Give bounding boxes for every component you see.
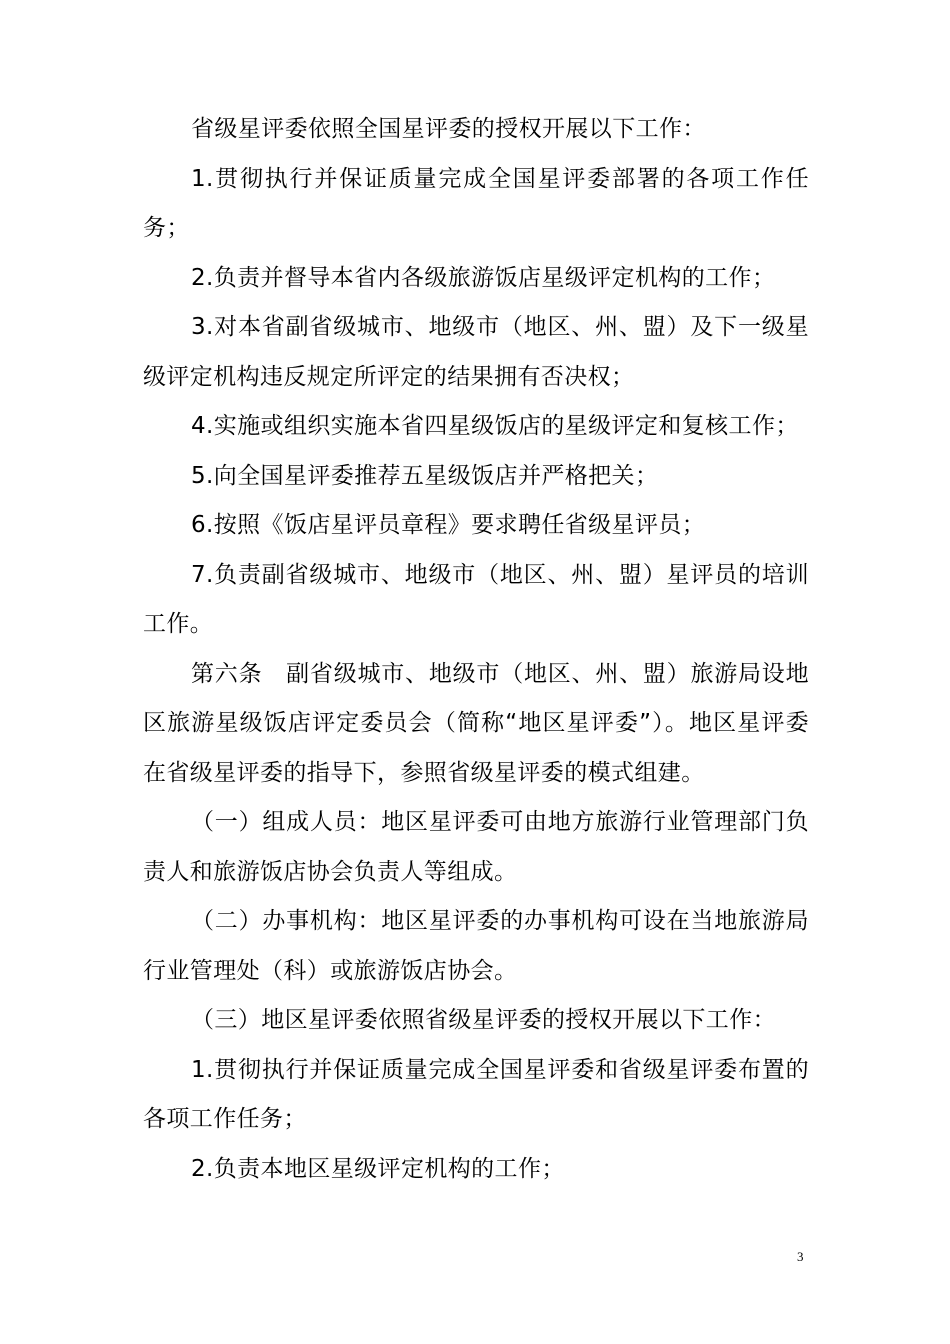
paragraph-provincial-authority: 省级星评委依照全国星评委的授权开展以下工作： [191,116,706,142]
paragraph-item-7: 7.负责副省级城市、地级市（地区、州、盟）星评员的培训工作。 [143,561,809,637]
paragraph-item-2: 2.负责并督导本省内各级旅游饭店星级评定机构的工作； [191,264,776,291]
page-number: 3 [797,1249,804,1264]
paragraph-item-5: 5.向全国星评委推荐五星级饭店并严格把关； [191,462,659,489]
paragraph-item-1: 1.贯彻执行并保证质量完成全国星评委部署的各项工作任务； [143,165,809,241]
paragraph-section-1-members: （一）组成人员：地区星评委可由地方旅游行业管理部门负责人和旅游饭店协会负责人等组成。 [143,809,809,885]
paragraph-section-3-duties: （三）地区星评委依照省级星评委的授权开展以下工作： [191,1007,776,1033]
paragraph-item-4: 4.实施或组织实施本省四星级饭店的星级评定和复核工作； [191,413,799,439]
paragraph-section-2-office: （二）办事机构：地区星评委的办事机构可设在当地旅游局行业管理处（科）或旅游饭店协会。 [143,908,809,984]
paragraph-regional-item-2: 2.负责本地区星级评定机构的工作； [191,1155,565,1182]
document-body [143,105,809,1194]
paragraph-regional-item-1: 1.贯彻执行并保证质量完成全国星评委和省级星评委布置的各项工作任务； [143,1056,809,1132]
paragraph-article-6: 第六条 副省级城市、地级市（地区、州、盟）旅游局设地区旅游星级饭店评定委员会（简称“地区星评委”）。地区星评委在省级星评委的指导下，参照省级星评委的模式组建。 [143,660,809,786]
paragraph-item-3: 3.对本省副省级城市、地级市（地区、州、盟）及下一级星级评定机构违反规定所评定的结果拥有否决权； [143,314,809,390]
paragraph-item-6: 6.按照《饭店星评员章程》要求聘任省级星评员； [191,512,706,538]
